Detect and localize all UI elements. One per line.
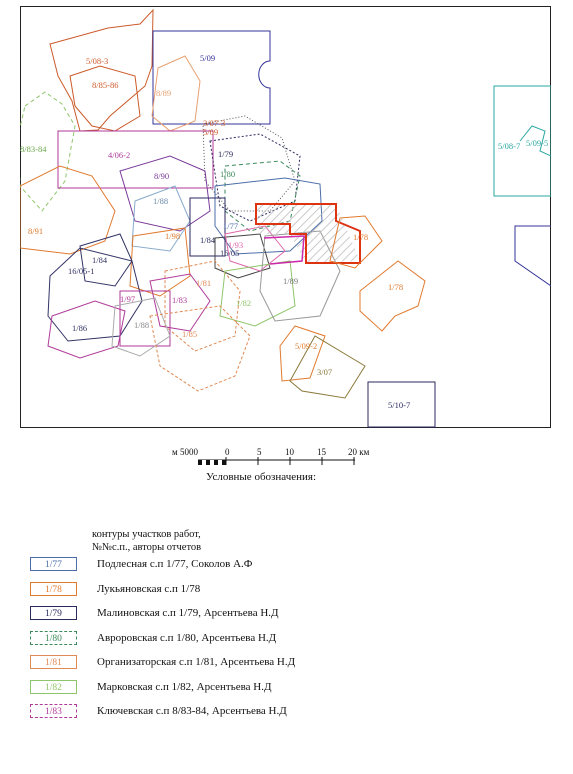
label-509-b: 5/09 bbox=[203, 127, 219, 137]
contour-182[interactable] bbox=[220, 261, 295, 326]
label-508-3: 5/08-3 bbox=[86, 56, 109, 66]
contour-509-top[interactable] bbox=[153, 31, 270, 124]
scale-tick-10: 10 bbox=[285, 447, 294, 457]
legend-item-text: Лукьяновская с.п 1/78 bbox=[97, 582, 201, 595]
label-307: 3/07 bbox=[317, 367, 333, 377]
contour-185[interactable] bbox=[150, 306, 250, 391]
label-178-b: 1/78 bbox=[388, 282, 404, 292]
map-canvas[interactable] bbox=[20, 6, 551, 428]
contour-198[interactable] bbox=[130, 228, 190, 296]
label-1605: 16/05 bbox=[220, 248, 240, 258]
legend-item bbox=[30, 631, 450, 649]
legend-item-text: Организаторская с.п 1/81, Арсентьева Н.Д bbox=[97, 656, 296, 668]
label-891: 8/91 bbox=[28, 226, 44, 236]
label-188-lower: 1/88 bbox=[134, 320, 150, 330]
legend-title: Условные обозначения: bbox=[206, 471, 317, 483]
legend-heading bbox=[92, 528, 352, 554]
label-181: 1/81 bbox=[196, 278, 212, 288]
legend-swatch: 1/77 bbox=[30, 557, 77, 571]
label-177: 1/77 bbox=[223, 221, 239, 231]
label-198: 1/98 bbox=[165, 231, 181, 241]
legend-item-text: Малиновская с.п 1/79, Арсентьева Н.Д bbox=[97, 607, 279, 619]
label-509-5: 5/09-5 bbox=[526, 138, 549, 148]
contour-178-b[interactable] bbox=[360, 261, 425, 331]
legend-item-text: Подлесная с.п 1/77, Соколов А.Ф bbox=[97, 558, 253, 570]
legend-item-text: Марковская с.п 1/82, Арсентьева Н.Д bbox=[97, 680, 272, 693]
label-307-3: 3/07-3 bbox=[203, 118, 226, 128]
label-885-86: 8/85-86 bbox=[92, 80, 119, 90]
legend-swatch: 1/82 bbox=[30, 680, 77, 694]
label-509-top: 5/09 bbox=[200, 53, 216, 63]
scale-bar bbox=[170, 445, 390, 495]
label-193: 1/93 bbox=[228, 240, 244, 250]
legend-swatch: 1/80 bbox=[30, 631, 77, 645]
legend-item bbox=[30, 655, 450, 673]
label-406-2: 4/06-2 bbox=[108, 150, 131, 160]
legend-item-text: Ключевская с.п 8/83-84, Арсентьева Н.Д bbox=[97, 705, 287, 717]
legend-item bbox=[30, 704, 450, 722]
label-189: 1/89 bbox=[283, 276, 299, 286]
legend-swatch: 1/78 bbox=[30, 582, 77, 596]
label-183: 1/83 bbox=[172, 295, 188, 305]
contour-891[interactable] bbox=[20, 166, 115, 254]
scale-unit-label: м 5000 bbox=[172, 447, 198, 457]
legend-heading-line2: №№с.п., авторы отчетов bbox=[92, 542, 202, 553]
legend-swatch: 1/79 bbox=[30, 606, 77, 620]
label-185: 1/85 bbox=[182, 329, 198, 339]
legend-swatch: 1/81 bbox=[30, 655, 77, 669]
scale-tick-5: 5 bbox=[257, 447, 262, 457]
label-186: 1/86 bbox=[72, 323, 88, 333]
scale-tick-0: 0 bbox=[225, 447, 230, 457]
label-883-84: 8/83-84 bbox=[20, 144, 47, 154]
legend-item-text: Авроровская с.п 1/80, Арсентьева Н.Д bbox=[97, 631, 277, 644]
label-197: 1/97 bbox=[120, 294, 136, 304]
label-184-left: 1/84 bbox=[92, 255, 108, 265]
label-889: 8/89 bbox=[156, 88, 172, 98]
label-180: 1/80 bbox=[220, 169, 236, 179]
label-1605-1: 16/05-1 bbox=[68, 266, 95, 276]
legend-item bbox=[30, 582, 450, 600]
legend-swatch: 1/83 bbox=[30, 704, 77, 718]
scale-tick-15: 15 bbox=[317, 447, 326, 457]
highlight-hatch bbox=[256, 204, 360, 263]
label-508-7: 5/08-7 bbox=[498, 141, 521, 151]
label-184-center: 1/84 bbox=[200, 235, 216, 245]
legend-heading-line1: контуры участков работ, bbox=[92, 529, 201, 540]
contour-right-partial[interactable] bbox=[515, 226, 551, 286]
legend-item bbox=[30, 606, 450, 624]
legend-item bbox=[30, 680, 450, 698]
label-179: 1/79 bbox=[218, 149, 234, 159]
label-890: 8/90 bbox=[154, 171, 170, 181]
label-182: 1/82 bbox=[236, 298, 252, 308]
label-188: 1/88 bbox=[153, 196, 169, 206]
contour-406-2[interactable] bbox=[58, 131, 213, 188]
contour-508-3[interactable] bbox=[50, 10, 153, 131]
label-509-2: 5/09-2 bbox=[295, 341, 318, 351]
scale-tick-20: 20 км bbox=[348, 447, 370, 457]
legend-item bbox=[30, 557, 450, 575]
label-510-7: 5/10-7 bbox=[388, 400, 411, 410]
label-178-a: 1/78 bbox=[353, 232, 369, 242]
